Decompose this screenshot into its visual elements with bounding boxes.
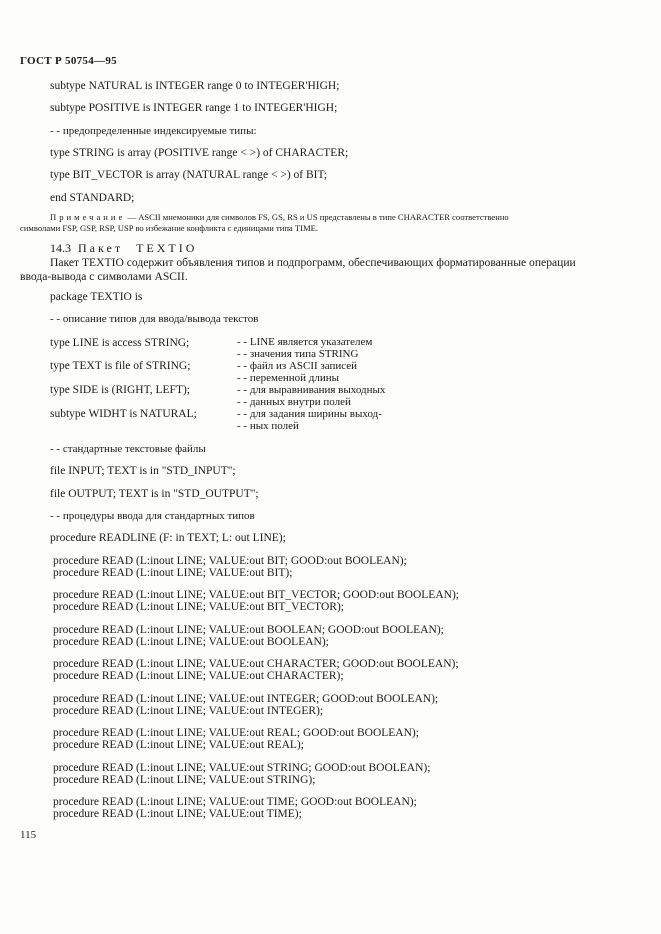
file-decl: file INPUT; TEXT is in "STD_INPUT";: [50, 465, 236, 477]
procedure-line: procedure READ (L:inout LINE; VALUE:out REAL);: [53, 739, 304, 751]
procedure-line: procedure READ (L:inout LINE; VALUE:out CHARACTER; GOOD:out BOOLEAN);: [53, 658, 459, 670]
procedure-line: procedure READ (L:inout LINE; VALUE:out BOOLEAN);: [53, 636, 329, 648]
type-comment: - - данных внутри полей: [237, 396, 351, 408]
section-number: 14.3: [50, 241, 71, 255]
code-line: end STANDARD;: [50, 192, 135, 204]
type-comment: - - для выравнивания выходных: [237, 384, 386, 396]
type-comment: - - ных полей: [237, 420, 299, 432]
code-line: type BIT_VECTOR is array (NATURAL range < >) of BIT;: [50, 169, 328, 181]
procedure-line: procedure READ (L:inout LINE; VALUE:out INTEGER);: [53, 705, 324, 717]
type-decl: subtype WIDHT is NATURAL;: [50, 408, 197, 420]
procedure-line: procedure READ (L:inout LINE; VALUE:out BIT_VECTOR; GOOD:out BOOLEAN);: [53, 589, 459, 601]
section-word: Пакет: [78, 241, 124, 255]
type-comment: - - LINE является указателем: [237, 336, 373, 348]
procedure-line: procedure READ (L:inout LINE; VALUE:out BIT; GOOD:out BOOLEAN);: [53, 555, 407, 567]
type-decl: type TEXT is file of STRING;: [50, 360, 191, 372]
type-decl: type LINE is access STRING;: [50, 337, 190, 349]
procedure-line: procedure READ (L:inout LINE; VALUE:out REAL; GOOD:out BOOLEAN);: [53, 727, 419, 739]
procedure-line: procedure READ (L:inout LINE; VALUE:out STRING);: [53, 774, 316, 786]
page-header: ГОСТ Р 50754—95: [20, 55, 117, 67]
types-comment: - - описание типов для ввода/вывода текстов: [50, 313, 259, 325]
section-body-2: ввода-вывода с символами ASCII.: [20, 270, 188, 283]
procedure-line: procedure READ (L:inout LINE; VALUE:out TIME; GOOD:out BOOLEAN);: [53, 796, 417, 808]
section-body-1: Пакет TEXTIO содержит объявления типов и подпрограмм, обеспечивающих форматированные операции: [50, 256, 576, 269]
code-line: type STRING is array (POSITIVE range < >) of CHARACTER;: [50, 147, 349, 159]
note-line-1: [50, 212, 509, 223]
type-comment: - - для задания ширины выход-: [237, 408, 382, 420]
note-text-2: символами FSP, GSP, RSP, USP во избежание конфликта с единицами типа TIME.: [20, 223, 319, 233]
code-line: subtype NATURAL is INTEGER range 0 to INTEGER'HIGH;: [50, 80, 340, 92]
page-number: 115: [20, 829, 37, 841]
procedure-line: procedure READ (L:inout LINE; VALUE:out TIME);: [53, 808, 302, 820]
procedure-line: procedure READ (L:inout LINE; VALUE:out INTEGER; GOOD:out BOOLEAN);: [53, 693, 439, 705]
note-label: Примечание: [50, 212, 126, 222]
files-comment: - - стандартные текстовые файлы: [50, 443, 206, 455]
section-heading: [50, 242, 197, 255]
procedure-line: procedure READ (L:inout LINE; VALUE:out BIT_VECTOR);: [53, 601, 344, 613]
type-comment: - - файл из ASCII записей: [237, 360, 358, 372]
procedure-line: procedure READ (L:inout LINE; VALUE:out STRING; GOOD:out BOOLEAN);: [53, 762, 431, 774]
proc-comment: - - процедуры ввода для стандартных типов: [50, 510, 255, 522]
code-comment: - - предопределенные индексируемые типы:: [50, 125, 257, 137]
code-line: subtype POSITIVE is INTEGER range 1 to INTEGER'HIGH;: [50, 102, 338, 114]
type-comment: - - значения типа STRING: [237, 348, 359, 360]
type-decl: type SIDE is (RIGHT, LEFT);: [50, 384, 191, 396]
procedure-line: procedure READ (L:inout LINE; VALUE:out BOOLEAN; GOOD:out BOOLEAN);: [53, 624, 444, 636]
section-name: TEXTIO: [136, 241, 198, 255]
procedure-line: procedure READ (L:inout LINE; VALUE:out BIT);: [53, 567, 293, 579]
procedure-line: procedure READLINE (F: in TEXT; L: out LINE);: [50, 532, 286, 544]
type-comment: - - переменной длины: [237, 372, 339, 384]
note-text-1: — ASCII мнемоники для символов FS, GS, RS и US представлены в типе CHARACTER соответственно: [125, 212, 509, 222]
package-line: package TEXTIO is: [50, 291, 143, 303]
procedure-line: procedure READ (L:inout LINE; VALUE:out CHARACTER);: [53, 670, 344, 682]
file-decl: file OUTPUT; TEXT is in "STD_OUTPUT";: [50, 488, 259, 500]
